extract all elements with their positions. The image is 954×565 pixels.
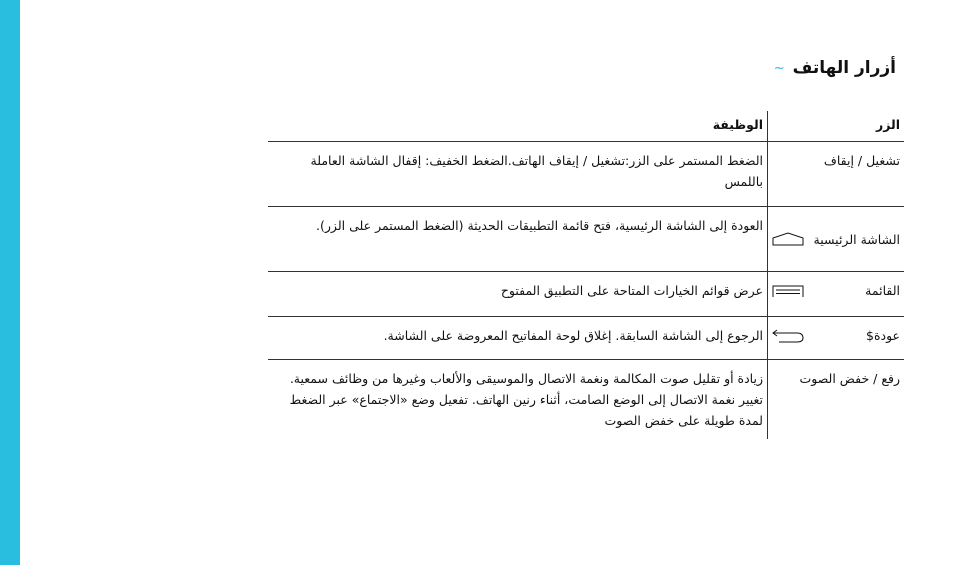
key-name-menu: القائمة [865,283,900,298]
key-cell-back [768,317,905,360]
home-key-icon [772,232,804,246]
header-key: الزر [768,111,905,142]
heading-marker: ~ [773,60,785,76]
table-row-back [268,317,904,360]
table-row-menu [268,272,904,317]
back-arrow-icon [772,329,804,343]
table-row-power [268,142,904,207]
key-cell-menu [768,272,905,317]
function-back: الرجوع إلى الشاشة السابقة. إغلاق لوحة المفاتيح المعروضة على الشاشة. [268,317,768,360]
key-cell-home [768,207,905,272]
accent-side-bar [0,0,20,565]
function-power: الضغط المستمر على الزر:تشغيل / إيقاف الهاتف.الضغط الخفيف: إقفال الشاشة العاملة باللمس [310,153,763,189]
section-heading [774,58,896,78]
function-menu: عرض قوائم الخيارات المتاحة على التطبيق المفتوح [268,272,768,317]
section-title: أزرار الهاتف [792,58,896,78]
key-name-power: تشغيل / إيقاف [768,142,905,207]
key-name-home: الشاشة الرئيسية [813,231,900,247]
menu-key-icon [772,285,804,297]
key-name-volume: رفع / خفض الصوت [768,360,905,440]
phone-keys-table [268,111,904,439]
function-home: العودة إلى الشاشة الرئيسية، فتح قائمة التطبيقات الحديثة (الضغط المستمر على الزر). [268,207,768,272]
table-row-home [268,207,904,272]
header-function: الوظيفة [712,116,763,132]
table-header-row [268,111,904,142]
key-name-back: عودة$ [866,328,900,343]
function-volume: زيادة أو تقليل صوت المكالمة ونغمة الاتصال والموسيقى والألعاب وغيرها من وظائف سمعية. تغيير نغمة الاتصال إلى الوضع الصامت، أثناء رنين الهاتف. تفعيل وضع «الاجتماع» عبر الضغط لمدة طويلة على خفض الصوت [268,360,768,440]
table-row-volume [268,360,904,440]
